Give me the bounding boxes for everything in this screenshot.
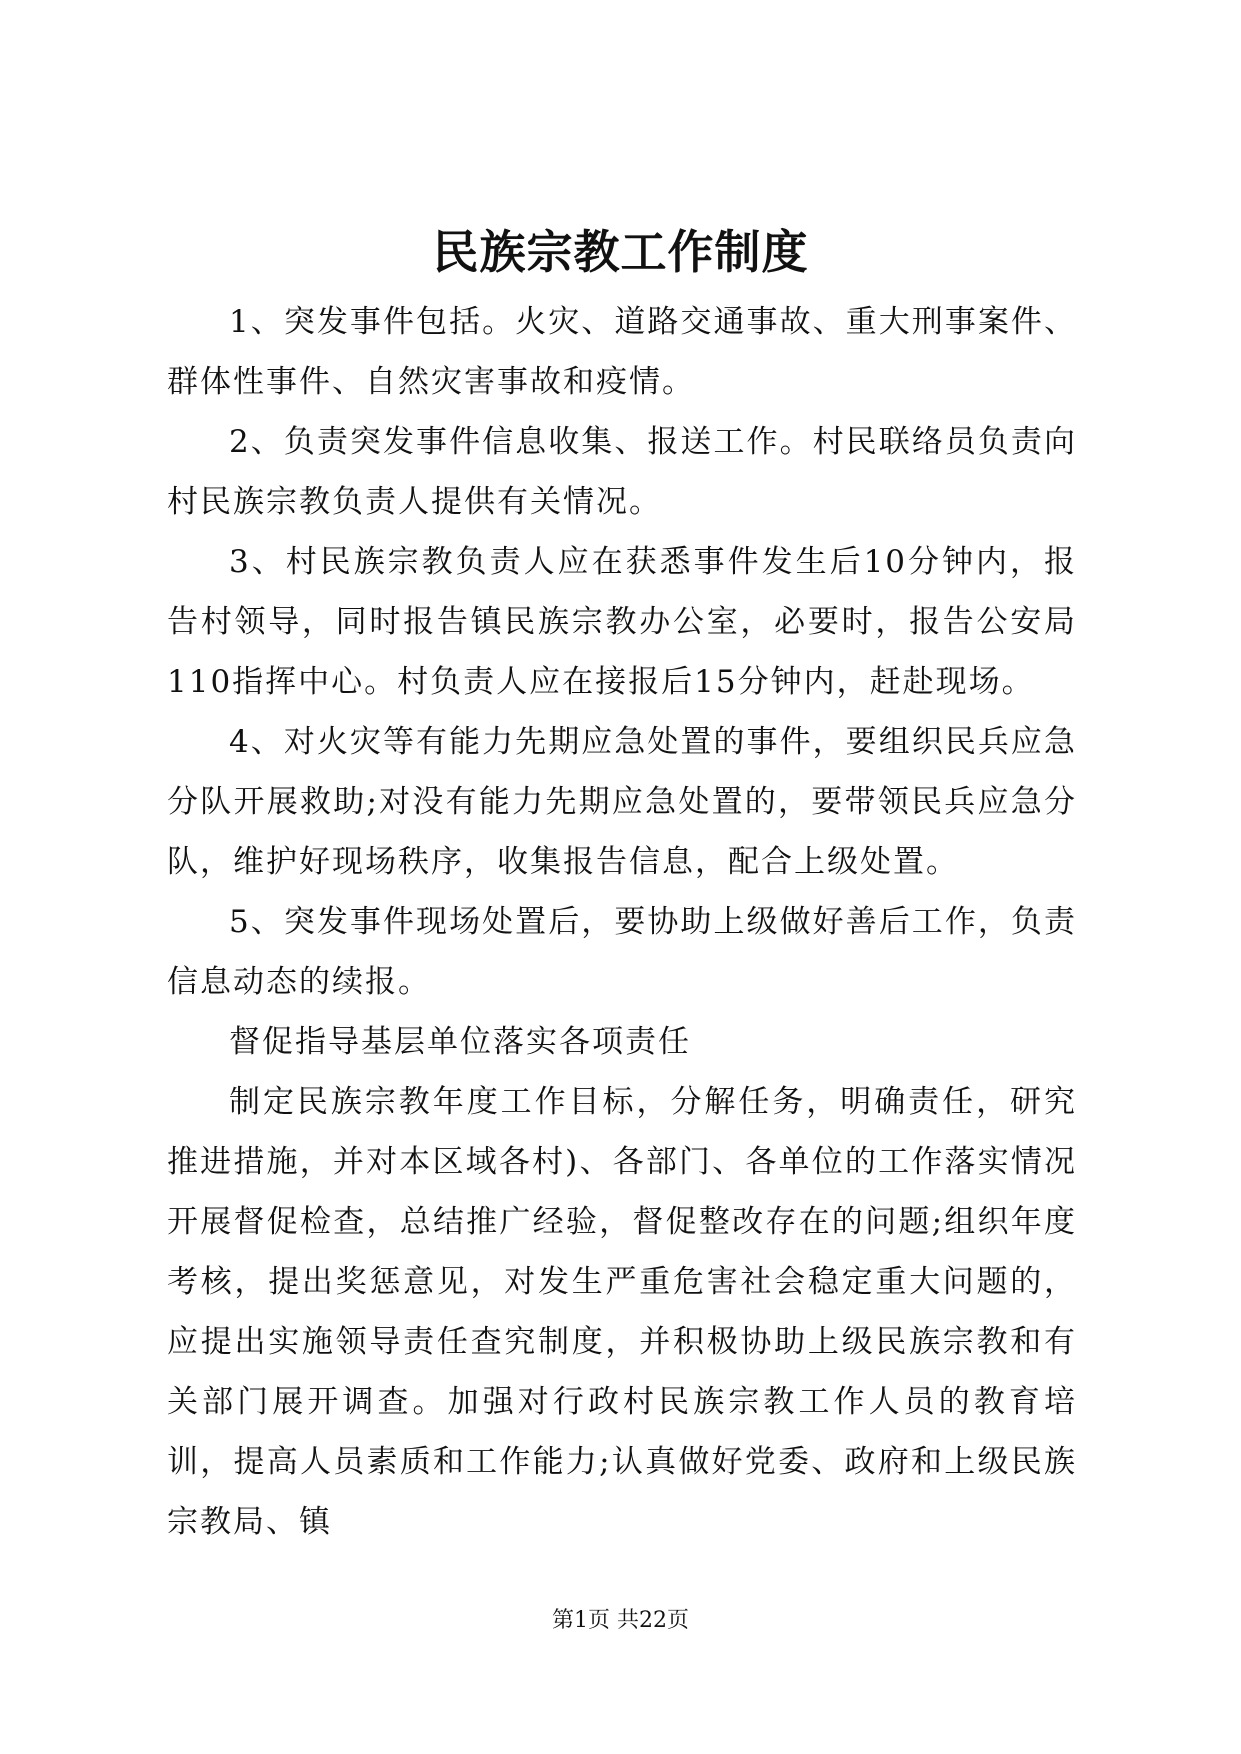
page-number-footer: 第1页 共22页	[552, 1608, 689, 1633]
section-heading: 督促指导基层单位落实各项责任	[229, 1024, 691, 1060]
document-title: 民族宗教工作制度	[432, 225, 809, 279]
paragraph-4: 4、对火灾等有能力先期应急处置的事件，要组织民兵应急分队开展救助;对没有能力先期应急处置的，要带领民兵应急分队，维护好现场秩序，收集报告信息，配合上级处置。	[167, 724, 1077, 880]
paragraph-1: 1、突发事件包括。火灾、道路交通事故、重大刑事案件、群体性事件、自然灾害事故和疫情。	[167, 304, 1077, 400]
paragraph-2: 2、负责突发事件信息收集、报送工作。村民联络员负责向村民族宗教负责人提供有关情况。	[167, 424, 1077, 520]
paragraph-3: 3、村民族宗教负责人应在获悉事件发生后10分钟内，报告村领导，同时报告镇民族宗教办公室，必要时，报告公安局110指挥中心。村负责人应在接报后15分钟内，赶赴现场。	[167, 544, 1077, 700]
document-body	[167, 292, 1077, 1552]
paragraph-5: 5、突发事件现场处置后，要协助上级做好善后工作，负责信息动态的续报。	[167, 904, 1077, 1000]
paragraph-7: 制定民族宗教年度工作目标，分解任务，明确责任，研究推进措施，并对本区域各村)、各部门、各单位的工作落实情况开展督促检查，总结推广经验，督促整改存在的问题;组织年度考核，提出奖惩意见，对发生严重危害社会稳定重大问题的，应提出实施领导责任查究制度，并积极协助上级民族宗教和有关部门展开调查。加强对行政村民族宗教工作人员的教育培训，提高人员素质和工作能力;认真做好党委、政府和上级民族宗教局、镇	[167, 1084, 1077, 1540]
